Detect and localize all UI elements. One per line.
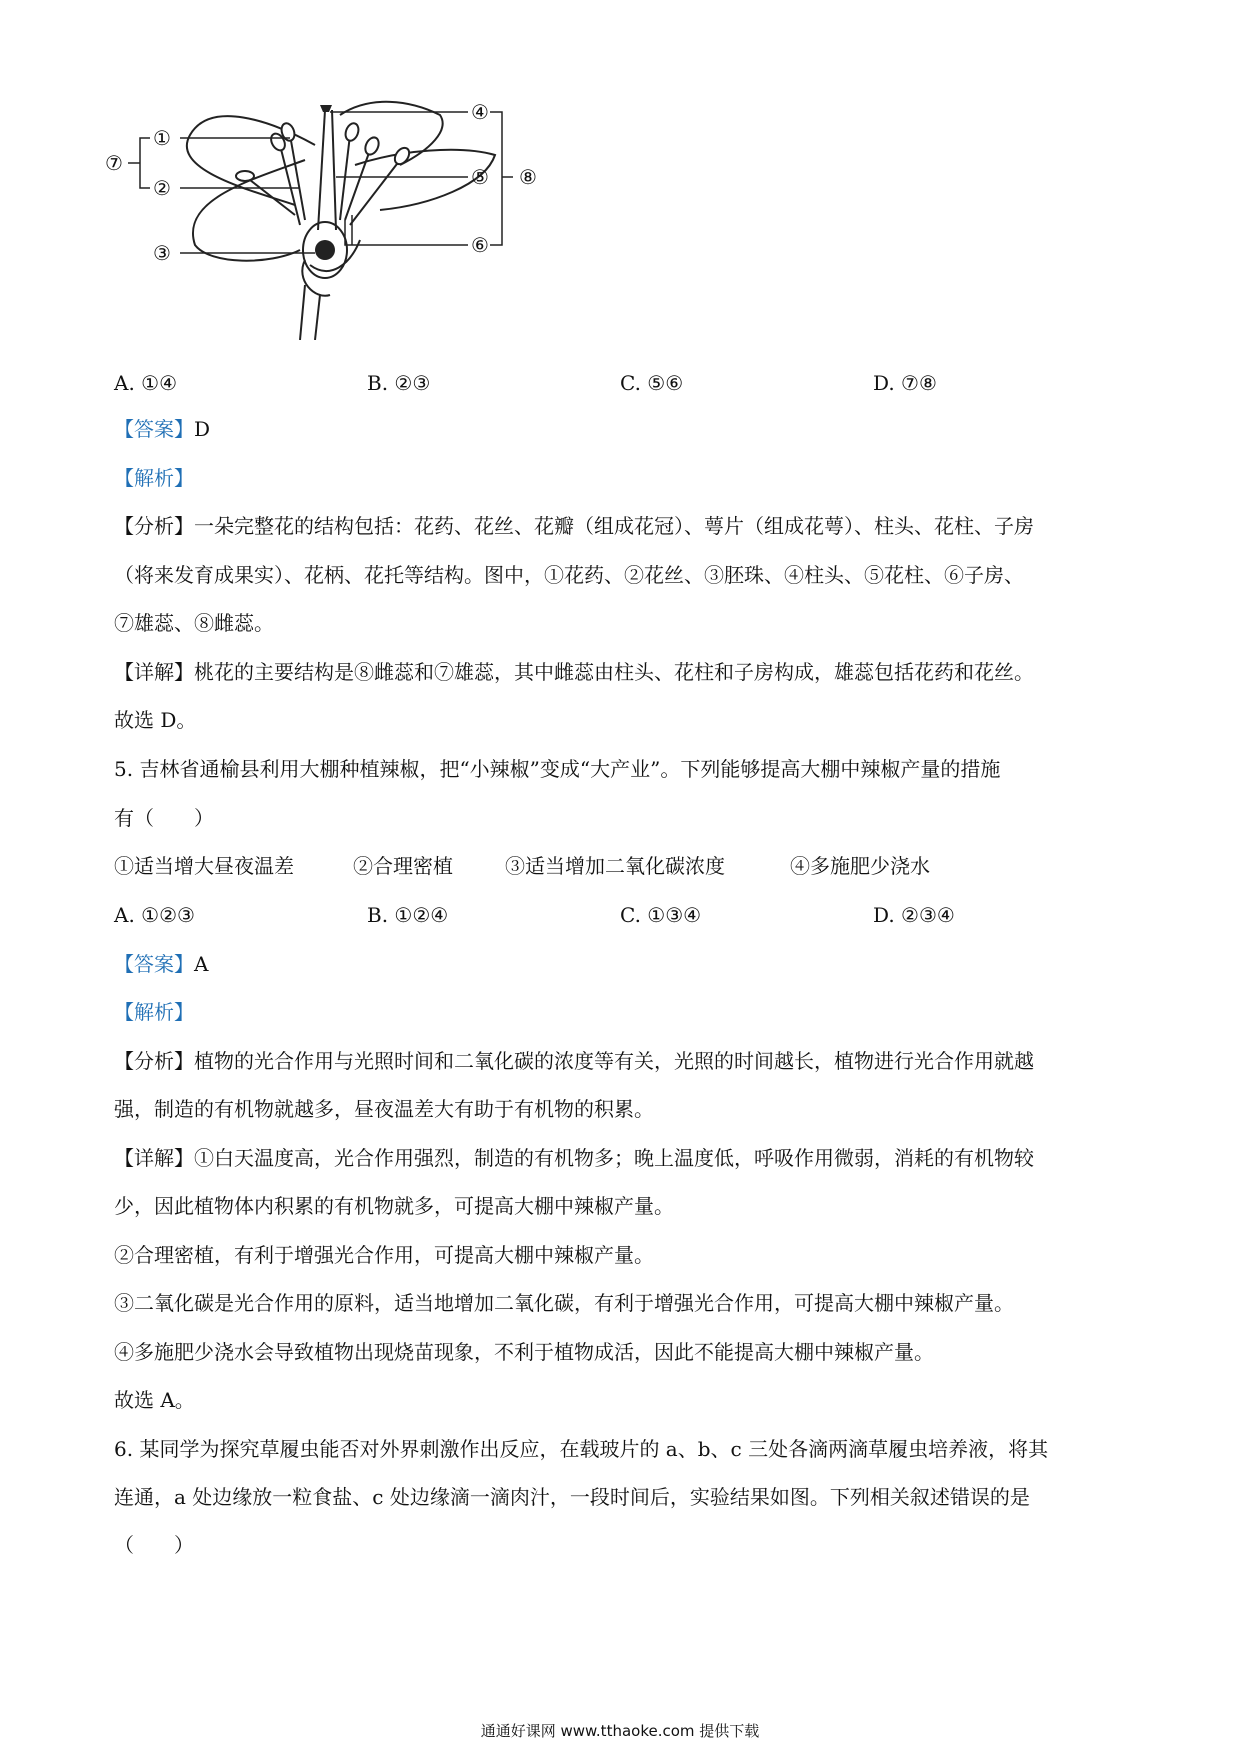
q4-fenxi-line-2: （将来发育成果实）、花柄、花托等结构。图中，①花药、②花丝、③胚珠、④柱头、⑤花柱、⑥子房、 bbox=[114, 563, 1024, 587]
answer-value: A bbox=[194, 952, 209, 976]
q4-conclusion: 故选 D。 bbox=[114, 708, 197, 732]
label-5-style: ⑤ bbox=[471, 165, 489, 189]
q4-option-a: A. ①④ bbox=[114, 371, 178, 395]
page-footer: 通通好课网 www.tthaoke.com 提供下载 bbox=[480, 1722, 760, 1740]
q5-xiangjie-line-4: ③二氧化碳是光合作用的原料，适当地增加二氧化碳，有利于增强光合作用，可提高大棚中辣椒产量。 bbox=[114, 1291, 1014, 1315]
q5-conclusion: 故选 A。 bbox=[114, 1388, 195, 1412]
q5-option-d: D. ②③④ bbox=[873, 903, 955, 927]
xiangjie-tag: 【详解】 bbox=[114, 1146, 194, 1170]
xiangjie-tag: 【详解】 bbox=[114, 660, 194, 684]
q5-item-2: ②合理密植 bbox=[353, 854, 453, 878]
q6-stem-line-1: 6. 某同学为探究草履虫能否对外界刺激作出反应，在载玻片的 a、b、c 三处各滴两滴草履虫培养液，将其 bbox=[114, 1437, 1049, 1461]
q4-fenxi-line-3: ⑦雄蕊、⑧雌蕊。 bbox=[114, 611, 274, 635]
q5-xiangjie-line-2: 少，因此植物体内积累的有机物就多，可提高大棚中辣椒产量。 bbox=[114, 1194, 674, 1218]
q5-stem-line-1: 5. 吉林省通榆县利用大棚种植辣椒，把“小辣椒”变成“大产业”。下列能够提高大棚中辣椒产量的措施 bbox=[114, 757, 1001, 781]
q6-stem-line-2: 连通，a 处边缘放一粒食盐、c 处边缘滴一滴肉汁，一段时间后，实验结果如图。下列相关叙述错误的是 bbox=[114, 1485, 1030, 1509]
xiangjie-text: ①白天温度高，光合作用强烈，制造的有机物多；晚上温度低，呼吸作用微弱，消耗的有机物较 bbox=[194, 1146, 1034, 1170]
q5-stem-line-2: 有（ ） bbox=[114, 806, 214, 830]
q5-xiangjie-line-1 bbox=[114, 1146, 1034, 1170]
fenxi-tag: 【分析】 bbox=[114, 1049, 194, 1073]
q5-option-c: C. ①③④ bbox=[620, 903, 702, 927]
label-4-stigma: ④ bbox=[471, 100, 489, 124]
q5-fenxi-line-1 bbox=[114, 1049, 1034, 1073]
label-8-pistil: ⑧ bbox=[519, 165, 537, 189]
q4-option-b: B. ②③ bbox=[367, 371, 431, 395]
q5-item-1: ①适当增大昼夜温差 bbox=[114, 854, 294, 878]
q5-answer bbox=[114, 952, 208, 976]
q5-xiangjie-line-5: ④多施肥少浇水会导致植物出现烧苗现象，不利于植物成活，因此不能提高大棚中辣椒产量。 bbox=[114, 1340, 934, 1364]
fenxi-tag: 【分析】 bbox=[114, 514, 194, 538]
q4-option-c: C. ⑤⑥ bbox=[620, 371, 684, 395]
label-2-filament: ② bbox=[153, 176, 171, 200]
answer-value: D bbox=[194, 417, 211, 441]
fenxi-text: 植物的光合作用与光照时间和二氧化碳的浓度等有关，光照的时间越长，植物进行光合作用就越 bbox=[194, 1049, 1034, 1073]
q4-xiangjie-line-1 bbox=[114, 660, 1034, 684]
label-6-ovary: ⑥ bbox=[471, 233, 489, 257]
q6-stem-line-3: （ ） bbox=[114, 1533, 194, 1557]
q5-item-4: ④多施肥少浇水 bbox=[790, 854, 930, 878]
xiangjie-text: 桃花的主要结构是⑧雌蕊和⑦雄蕊，其中雌蕊由柱头、花柱和子房构成，雄蕊包括花药和花丝。 bbox=[194, 660, 1034, 684]
q4-option-d: D. ⑦⑧ bbox=[873, 371, 937, 395]
q4-analysis-tag: 【解析】 bbox=[114, 466, 194, 490]
answer-tag: 【答案】 bbox=[114, 952, 194, 976]
fenxi-text: 一朵完整花的结构包括：花药、花丝、花瓣（组成花冠）、萼片（组成花萼）、柱头、花柱、子房 bbox=[194, 514, 1034, 538]
q5-xiangjie-line-3: ②合理密植，有利于增强光合作用，可提高大棚中辣椒产量。 bbox=[114, 1243, 654, 1267]
label-1-anther: ① bbox=[153, 126, 171, 150]
flower-structure-diagram bbox=[100, 90, 620, 340]
label-7-stamen: ⑦ bbox=[105, 151, 123, 175]
q4-answer bbox=[114, 417, 210, 441]
q5-fenxi-line-2: 强，制造的有机物就越多，昼夜温差大有助于有机物的积累。 bbox=[114, 1097, 654, 1121]
q5-option-b: B. ①②④ bbox=[367, 903, 449, 927]
label-3-ovule: ③ bbox=[153, 241, 171, 265]
q5-analysis-tag: 【解析】 bbox=[114, 1000, 194, 1024]
q5-option-a: A. ①②③ bbox=[114, 903, 195, 927]
q4-fenxi-line-1 bbox=[114, 514, 1034, 538]
q5-item-3: ③适当增加二氧化碳浓度 bbox=[505, 854, 725, 878]
answer-tag: 【答案】 bbox=[114, 417, 194, 441]
